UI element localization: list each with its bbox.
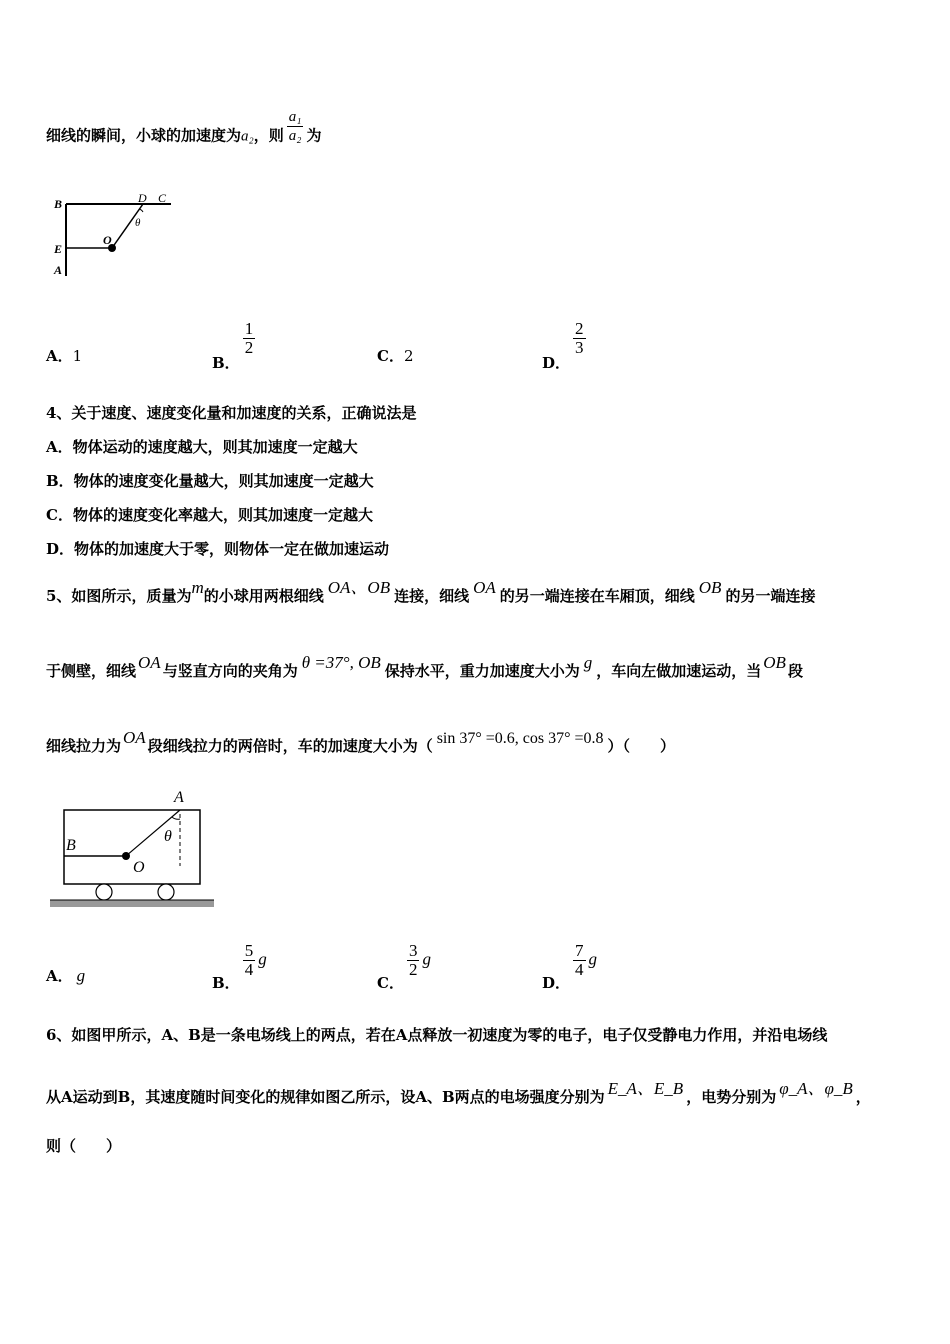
q3-figure [46,188,186,283]
q5-label-theta: θ [164,828,172,845]
q3-label-theta: θ [135,217,141,229]
q5-label-O: O [133,859,145,876]
q6-line-1: 6、如图甲所示，A、B是一条电场线上的两点，若在A点释放一初速度为零的电子，电子仅受静电力作用，并沿电场线 [46,1026,828,1044]
q5-option-b[interactable]: B． $\frac{5}{4}$ g [212,941,267,992]
q3-text-mid: ，则 [253,126,284,145]
q3-label-E: E [54,242,63,256]
q4-option-a[interactable]: A．物体运动的速度越大，则其加速度一定越大 [46,438,358,456]
q3-option-c[interactable]: C．2 [377,347,414,365]
q5-label-A: A [174,789,184,806]
q3-label-D: D [138,191,147,205]
q5-option-a[interactable]: A． g [46,966,86,985]
q3-option-a[interactable]: A．1 [46,347,83,365]
q5-line-1: 5、如图所示，质量为m的小球用两根细线 OA、OB 连接，细线 OA 的另一端连接在车厢顶，细线 OB 的另一端连接 [46,578,816,605]
q4-stem: 4、关于速度、速度变化量和加速度的关系，正确说法是 [46,404,417,422]
q3-text-before: 细线的瞬间，小球的加速度为 [46,126,242,145]
q3-label-A: A [54,263,63,277]
q3-label-C: C [158,191,167,205]
q4-option-d[interactable]: D．物体的加速度大于零，则物体一定在做加速运动 [46,540,390,558]
q5-option-d[interactable]: D． $\frac{7}{4}$ g [542,941,598,992]
q5-figure [48,786,218,914]
q5-line-3: 细线拉力为 OA 段细线拉力的两倍时，车的加速度大小为（ sin 37° =0.6, cos 37° =0.8 ）（ ） [46,728,676,755]
q3-label-B: B [54,197,63,211]
q3-label-O: O [103,233,112,247]
q6-line-3: 则（ ） [46,1137,122,1155]
q3-ratio-fraction: $\frac{\text{a₁}}{\text{a₂}}$ [288,109,302,144]
q3-tail-line [46,109,322,155]
q3-option-d[interactable]: D． $\frac{2}{3}$ [542,319,584,372]
q5-option-c[interactable]: C． $\frac{3}{2}$ g [377,941,431,992]
q4-option-b[interactable]: B．物体的速度变化量越大，则其加速度一定越大 [46,472,374,490]
q5-label-B: B [66,837,76,854]
q3-option-b[interactable]: B． $\frac{1}{2}$ [212,319,254,372]
q3-text-after: 为 [306,126,322,145]
q4-option-c[interactable]: C．物体的速度变化率越大，则其加速度一定越大 [46,506,373,524]
q3-a2: a₂ [241,128,254,145]
q5-line-2: 于侧壁，细线 OA 与竖直方向的夹角为 θ =37°, OB 保持水平，重力加速度大小为 g ，车向左做加速运动，当 OB 段 [46,653,803,680]
q6-line-2: 从A运动到B，其速度随时间变化的规律如图乙所示，设A、B两点的电场强度分别为 E_A、E_B ，电势分别为 φ_A、φ_B ， [46,1079,871,1106]
